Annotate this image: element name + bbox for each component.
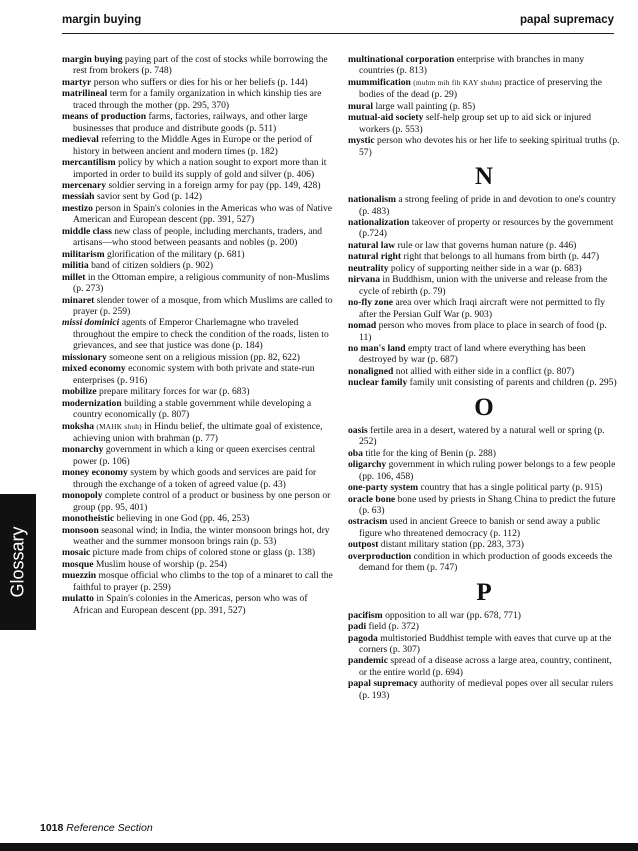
glossary-definition: complete control of a product or business by one person or group (pp. 95, 401)	[73, 490, 331, 513]
footer-section-title: Reference Section	[66, 822, 153, 834]
glossary-definition: referring to the Middle Ages in Europe or the period of history in between ancient and modern times (p. 182)	[73, 134, 313, 157]
glossary-entry	[62, 444, 334, 467]
glossary-definition: prepare military forces for war (p. 683)	[99, 386, 250, 398]
glossary-term: no man's land	[348, 342, 406, 354]
side-tab-label: Glossary	[7, 526, 28, 598]
glossary-entry	[348, 194, 620, 217]
glossary-definition: enterprise with branches in many countries (p. 813)	[359, 54, 585, 77]
glossary-entry	[62, 203, 334, 226]
glossary-term: money economy	[62, 467, 128, 479]
glossary-term: natural right	[348, 251, 402, 263]
glossary-term: oba	[348, 447, 363, 459]
glossary-definition: economic system with both private and state-run enterprises (p. 916)	[73, 363, 315, 386]
glossary-definition: country that has a single political party (p. 915)	[420, 482, 603, 494]
glossary-definition: condition in which production of goods exceeds the demand for them (p. 747)	[359, 550, 613, 574]
glossary-definition: practice of preserving the bodies of the dead (p. 29)	[359, 76, 602, 101]
glossary-term: mobilize	[62, 386, 97, 398]
glossary-term: mestizo	[62, 202, 93, 214]
letter-heading-p: P	[476, 578, 492, 606]
glossary-entry	[62, 54, 334, 77]
glossary-entry	[348, 240, 620, 251]
glossary-entry	[62, 111, 334, 134]
glossary-term: militarism	[62, 248, 105, 260]
glossary-entry	[348, 448, 620, 459]
glossary-term: oligarchy	[348, 459, 387, 471]
glossary-entry	[62, 547, 334, 558]
page-number: 1018	[40, 822, 64, 834]
glossary-term: pandemic	[348, 655, 388, 667]
glossary-entry	[62, 386, 334, 397]
glossary-definition: fertile area in a desert, watered by a natural well or spring (p. 252)	[359, 424, 605, 448]
glossary-entry	[62, 260, 334, 271]
glossary-definition: in Spain's colonies in the Americas, person who was of African and European descent (pp. 391, 527)	[73, 593, 308, 616]
page-footer	[40, 822, 153, 834]
glossary-term: mercantilism	[62, 157, 116, 169]
glossary-term: mosque	[62, 558, 94, 570]
glossary-term: nuclear family	[348, 377, 408, 389]
glossary-definition: self-help group set up to aid sick or injured workers (p. 553)	[359, 112, 592, 135]
glossary-entry	[62, 249, 334, 260]
glossary-side-tab	[0, 494, 36, 630]
glossary-definition: empty tract of land where everything has been destroyed by war (p. 687)	[359, 342, 586, 366]
glossary-term: monarchy	[62, 444, 104, 456]
glossary-definition: area over which Iraqi aircraft were not permitted to fly after the Persian Gulf War (p. 903)	[359, 297, 606, 320]
glossary-definition: believing in one God (pp. 46, 253)	[116, 513, 250, 525]
glossary-term: monotheistic	[62, 513, 115, 525]
glossary-entry	[62, 421, 334, 445]
glossary-entry	[62, 525, 334, 548]
glossary-entry	[348, 655, 620, 678]
glossary-term: natural law	[348, 239, 396, 251]
glossary-entry	[348, 320, 620, 343]
glossary-term: neutrality	[348, 262, 389, 274]
glossary-definition: paying part of the cost of stocks while borrowing the rest from brokers (p. 748)	[73, 54, 328, 77]
glossary-entry	[348, 343, 620, 366]
letter-heading-o: O	[474, 393, 494, 421]
glossary-term: missionary	[62, 351, 107, 363]
glossary-term: one-party system	[348, 482, 419, 494]
glossary-definition: right that belongs to all humans from birth (p. 447)	[403, 251, 600, 263]
glossary-definition: rule or law that governs human nature (p. 446)	[397, 239, 577, 251]
glossary-term: margin buying	[62, 54, 123, 65]
glossary-entry	[62, 134, 334, 157]
glossary-entry	[62, 191, 334, 202]
glossary-column-right	[348, 54, 620, 701]
glossary-definition: government in which ruling power belongs to a few people (pp. 106, 458)	[359, 459, 616, 482]
glossary-entry	[348, 77, 620, 101]
glossary-term: middle class	[62, 225, 112, 237]
letter-heading-n: N	[474, 163, 494, 191]
glossary-entry	[348, 274, 620, 297]
glossary-entry	[348, 459, 620, 482]
glossary-definition: policy of supporting neither side in a war (p. 683)	[390, 262, 582, 274]
glossary-entry	[348, 112, 620, 135]
glossary-definition: seasonal wind; in India, the winter monsoon brings hot, dry weather and the summer monsoon brings rain (p. 53)	[73, 524, 330, 548]
glossary-definition: someone sent on a religious mission (pp. 82, 622)	[109, 351, 300, 363]
glossary-term: martyr	[62, 76, 92, 88]
glossary-entry	[348, 101, 620, 112]
glossary-term: nonaligned	[348, 365, 394, 377]
glossary-term: nationalization	[348, 216, 410, 228]
bottom-bar	[0, 843, 638, 851]
glossary-term: moksha	[62, 420, 94, 432]
glossary-term: muezzin	[62, 570, 97, 582]
glossary-term: monopoly	[62, 490, 103, 502]
glossary-entry	[62, 295, 334, 318]
running-header	[62, 14, 614, 32]
glossary-definition: person who devotes his or her life to seeking spiritual truths (p. 57)	[359, 135, 620, 158]
glossary-entry	[348, 482, 620, 493]
glossary-term: messiah	[62, 191, 95, 203]
glossary-definition: used in ancient Greece to banish or send away a public figure who threatened democracy (p. 112)	[359, 516, 601, 539]
glossary-definition: distant military station (pp. 283, 373)	[380, 539, 524, 551]
glossary-term: militia	[62, 260, 89, 272]
glossary-entry	[348, 263, 620, 274]
glossary-term: pagoda	[348, 632, 378, 644]
glossary-term: papal supremacy	[348, 678, 418, 690]
header-rule	[62, 33, 614, 34]
glossary-definition: person who suffers or dies for his or her beliefs (p. 144)	[93, 76, 308, 88]
glossary-term: no-fly zone	[348, 297, 394, 309]
glossary-term: means of production	[62, 111, 147, 123]
glossary-term: oracle bone	[348, 493, 396, 505]
glossary-definition: spread of a disease across a large area, country, continent, or the entire world (p. 694)	[359, 655, 612, 678]
glossary-entry	[348, 425, 620, 448]
glossary-entry	[348, 297, 620, 320]
glossary-term: medieval	[62, 134, 99, 146]
glossary-term: nationalism	[348, 194, 396, 206]
glossary-term: mercenary	[62, 179, 107, 191]
glossary-definition: savior sent by God (p. 142)	[96, 191, 202, 203]
glossary-entry	[62, 570, 334, 593]
glossary-term: monsoon	[62, 524, 99, 536]
glossary-entry	[348, 678, 620, 701]
glossary-definition: field (p. 372)	[368, 621, 419, 633]
glossary-term: nomad	[348, 320, 377, 332]
glossary-term: missi dominici	[62, 317, 120, 329]
glossary-definition: Muslim house of worship (p. 254)	[95, 558, 227, 570]
glossary-term: oasis	[348, 424, 368, 436]
glossary-term: nirvana	[348, 274, 380, 286]
glossary-entry	[62, 180, 334, 191]
glossary-entry	[62, 88, 334, 111]
glossary-definition: building a stable government while developing a country economically (p. 807)	[73, 397, 312, 421]
glossary-definition: soldier serving in a foreign army for pay (pp. 149, 428)	[108, 179, 321, 191]
glossary-entry	[62, 77, 334, 88]
glossary-entry	[348, 217, 620, 240]
glossary-entry	[348, 610, 620, 621]
glossary-definition: new class of people, including merchants, traders, and artisans—who stood between peasants and nobles (p. 200)	[73, 225, 323, 249]
glossary-term: padi	[348, 621, 367, 633]
glossary-entry	[62, 490, 334, 513]
glossary-term: minaret	[62, 294, 95, 306]
glossary-definition: term for a family organization in which kinship ties are traced through the mother (pp. 295, 370)	[73, 88, 322, 111]
glossary-definition: takeover of property or resources by the government (p.724)	[359, 216, 614, 240]
glossary-term: millet	[62, 271, 86, 283]
glossary-entry	[348, 251, 620, 262]
glossary-entry	[62, 352, 334, 363]
glossary-term: ostracism	[348, 516, 388, 528]
glossary-entry	[348, 551, 620, 574]
glossary-definition: title for the king of Benin (p. 288)	[365, 447, 496, 459]
glossary-entry	[62, 157, 334, 180]
glossary-entry	[348, 366, 620, 377]
glossary-entry	[62, 272, 334, 295]
glossary-definition: policy by which a nation sought to export more than it imported in order to build its supply of gold and silver (p. 406)	[73, 157, 327, 180]
glossary-term: mosaic	[62, 547, 91, 559]
glossary-column-left	[62, 54, 334, 616]
glossary-term: mutual-aid society	[348, 112, 424, 124]
glossary-definition: opposition to all war (pp. 678, 771)	[385, 609, 521, 621]
glossary-definition: in Hindu belief, the ultimate goal of existence, achieving union with brahman (p. 77)	[73, 420, 323, 444]
glossary-entry	[348, 633, 620, 656]
glossary-entry	[62, 559, 334, 570]
section-o	[348, 425, 620, 574]
glossary-definition: band of citizen soldiers (p. 902)	[91, 260, 214, 272]
glossary-term: mixed economy	[62, 363, 126, 375]
section-m-continued	[348, 54, 620, 158]
glossary-entry	[62, 226, 334, 249]
glossary-definition: glorification of the military (p. 681)	[107, 248, 245, 260]
glossary-entry	[62, 513, 334, 524]
glossary-definition: system by which goods and services are paid for through the exchange of a token of agreed value (p. 43)	[73, 467, 317, 490]
glossary-term: mural	[348, 100, 374, 112]
glossary-definition: slender tower of a mosque, from which Muslims are called to prayer (p. 259)	[73, 294, 333, 317]
glossary-entry	[62, 398, 334, 421]
glossary-entry	[348, 377, 620, 388]
glossary-definition: agents of Emperor Charlemagne who traveled throughout the empire to check the condition of the roads, listen to grievances, and see that justice was done (p. 184)	[73, 317, 329, 352]
glossary-entry	[62, 467, 334, 490]
glossary-entry	[62, 593, 334, 616]
glossary-term: outpost	[348, 539, 379, 551]
glossary-definition: mosque official who climbs to the top of a minaret to call the faithful to prayer (p. 259)	[73, 570, 333, 593]
header-first-entry: margin buying	[62, 14, 142, 26]
glossary-definition: person who moves from place to place in search of food (p. 11)	[359, 320, 607, 343]
glossary-entry	[348, 539, 620, 550]
section-n	[348, 194, 620, 389]
glossary-entry	[348, 516, 620, 539]
glossary-entry	[348, 135, 620, 158]
header-last-entry: papal supremacy	[520, 14, 614, 26]
glossary-term: overproduction	[348, 550, 412, 562]
glossary-term: mummification	[348, 76, 411, 88]
glossary-term: modernization	[62, 397, 122, 409]
glossary-term: mystic	[348, 135, 375, 147]
glossary-definition: in the Ottoman empire, a religious community of non-Muslims (p. 273)	[73, 271, 330, 295]
glossary-term: pacifism	[348, 609, 383, 621]
glossary-definition: a strong feeling of pride in and devotion to one's country (p. 483)	[359, 194, 616, 217]
glossary-entry	[348, 494, 620, 517]
glossary-definition: family unit consisting of parents and children (p. 295)	[409, 377, 617, 389]
glossary-definition: bone used by priests in Shang China to predict the future (p. 63)	[359, 493, 616, 516]
glossary-term: mulatto	[62, 593, 94, 605]
glossary-entry	[62, 363, 334, 386]
glossary-term: multinational corporation	[348, 54, 455, 65]
glossary-definition: authority of medieval popes over all secular rulers (p. 193)	[359, 678, 613, 701]
glossary-definition: picture made from chips of colored stone or glass (p. 138)	[92, 547, 316, 559]
glossary-definition: farms, factories, railways, and other large businesses that produce and distribute goods (p. 511)	[73, 111, 308, 134]
glossary-entry	[62, 317, 334, 351]
glossary-definition: in Buddhism, union with the universe and release from the cycle of rebirth (p. 79)	[359, 274, 608, 297]
glossary-definition: large wall painting (p. 85)	[375, 100, 476, 112]
glossary-entry	[348, 54, 620, 77]
glossary-definition: not allied with either side in a conflict (p. 807)	[395, 365, 575, 377]
pronunciation: (muhm mih fih KAY shuhn)	[413, 78, 502, 87]
section-p	[348, 610, 620, 702]
glossary-term: matrilineal	[62, 88, 108, 100]
glossary-definition: government in which a king or queen exercises central power (p. 106)	[73, 444, 316, 467]
glossary-definition: person in Spain's colonies in the Americas who was of Native American and European descent (pp. 391, 527)	[73, 202, 333, 226]
glossary-definition: multistoried Buddhist temple with eaves that curve up at the corners (p. 307)	[359, 632, 612, 656]
glossary-entry	[348, 621, 620, 632]
pronunciation: (MAHK shuh)	[96, 422, 142, 431]
